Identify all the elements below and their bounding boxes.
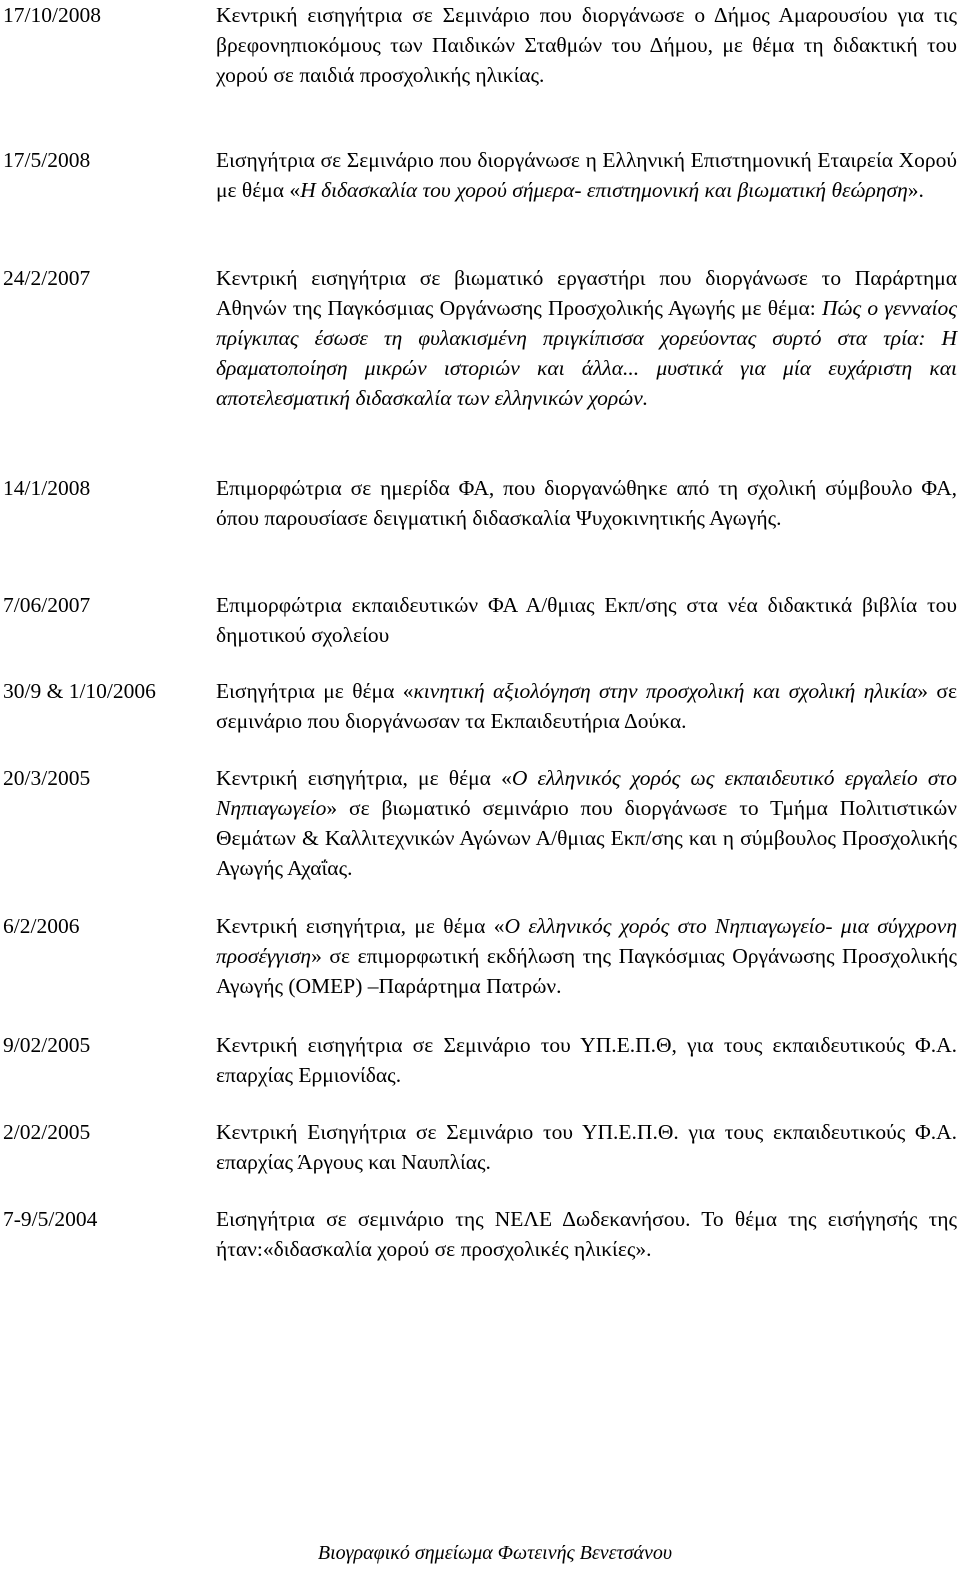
entry-text: » σε σεμινάριο που διοργάνωσαν τα Εκπαιδευτήρια Δούκα. (216, 679, 957, 733)
entry-topic: Η διδασκαλία του χορού σήμερα- επιστημονική και βιωματική θεώρηση (300, 178, 908, 202)
entry-text: » σε βιωματικό σεμινάριο που διοργάνωσε το Τμήμα Πολιτιστικών Θεμάτων & Καλλιτεχνικών Αγώνων Α/θμιας Εκπ/σης και η σύμβουλος Προσχολικής Αγωγής Αχαΐας. (216, 796, 957, 880)
entry-topic: κινητική αξιολόγηση στην προσχολική και σχολική ηλικία (413, 679, 918, 703)
entry-topic: Ο ελληνικός χορός στο Νηπιαγωγείο- μια σύγχρονη προσέγγιση (216, 914, 957, 968)
entry-text: Εισηγήτρια σε σεμινάριο της ΝΕΛΕ Δωδεκανήσου. Το θέμα της εισήγησής της ήταν:«διδασκαλία χορού σε προσχολικές ηλικίες». (216, 1207, 957, 1261)
entry-date: 17/10/2008 (3, 3, 101, 27)
entry-date: 14/1/2008 (3, 476, 91, 500)
page-footer: Βιογραφικό σημείωμα Φωτεινής Βενετσάνου (317, 1542, 673, 1564)
entry-text: Κεντρική εισηγήτρια σε Σεμινάριο του ΥΠ.Ε.Π.Θ, για τους εκπαιδευτικούς Φ.Α. επαρχίας Ερμιονίδας. (216, 1033, 957, 1087)
entry-description (216, 473, 957, 533)
entry-date: 17/5/2008 (3, 148, 91, 172)
entry-topic: Ο ελληνικός χορός ως εκπαιδευτικό εργαλείο στο Νηπιαγωγείο (216, 766, 957, 820)
entry-description (216, 1030, 957, 1090)
entry-date: 6/2/2006 (3, 914, 80, 938)
entry-date: 7/06/2007 (3, 593, 91, 617)
entry-date: 7-9/5/2004 (3, 1207, 98, 1231)
entry-topic: Πώς ο γενναίος πρίγκιπας έσωσε τη φυλακισμένη πριγκίπισσα χορεύοντας συρτό στα τρία: Η δραματοποίηση μικρών ιστοριών και άλλα... μυστικά για μία ευχάριστη και αποτελεσματική διδασκαλία των ελληνικών χορών. (216, 296, 957, 410)
entry-text: Κεντρική Εισηγήτρια σε Σεμινάριο του ΥΠ.Ε.Π.Θ. για τους εκπαιδευτικούς Φ.Α. επαρχίας Άργους και Ναυπλίας. (216, 1120, 957, 1174)
entry-date: 2/02/2005 (3, 1120, 91, 1144)
entry-description (216, 911, 957, 1001)
entry-text: ». (907, 178, 924, 202)
entry-description (216, 0, 957, 90)
entry-description (216, 145, 957, 205)
entry-description (216, 590, 957, 650)
entry-text: Εισηγήτρια σε Σεμινάριο που διοργάνωσε η Ελληνική Επιστημονική Εταιρεία Χορού με θέμα « (216, 148, 957, 202)
entry-text: Επιμορφώτρια εκπαιδευτικών ΦΑ Α/θμιας Εκπ/σης στα νέα διδακτικά βιβλία του δημοτικού σχολείου (216, 593, 957, 647)
entry-text: Κεντρική εισηγήτρια σε Σεμινάριο που διοργάνωσε ο Δήμος Αμαρουσίου για τις βρεφονηπιοκόμους των Παιδικών Σταθμών του Δήμου, με θέμα τη διδακτική του χορού σε παιδιά προσχολικής ηλικίας. (216, 3, 957, 87)
entry-text: Επιμορφώτρια σε ημερίδα ΦΑ, που διοργανώθηκε από τη σχολική σύμβουλο ΦΑ, όπου παρουσίασε δειγματική διδασκαλία Ψυχοκινητικής Αγωγής. (216, 476, 957, 530)
entry-description (216, 1204, 957, 1264)
entry-description (216, 263, 957, 413)
entry-text: Κεντρική εισηγήτρια, με θέμα « (216, 914, 505, 938)
entry-text: Κεντρική εισηγήτρια, με θέμα « (216, 766, 512, 790)
entry-text: Κεντρική εισηγήτρια σε βιωματικό εργαστήρι που διοργάνωσε το Παράρτημα Αθηνών της Παγκόσμιας Οργάνωσης Προσχολικής Αγωγής με θέμα: (216, 266, 957, 320)
entry-description (216, 676, 957, 736)
entry-date: 30/9 & 1/10/2006 (3, 679, 156, 703)
entry-text: Εισηγήτρια με θέμα « (216, 679, 414, 703)
entry-date: 20/3/2005 (3, 766, 91, 790)
entry-description (216, 763, 957, 883)
entry-text: » σε επιμορφωτική εκδήλωση της Παγκόσμιας Οργάνωσης Προσχολικής Αγωγής (ΟΜΕΡ) –Παράρτημα Πατρών. (216, 944, 957, 998)
entry-date: 9/02/2005 (3, 1033, 91, 1057)
entry-date: 24/2/2007 (3, 266, 91, 290)
entry-description (216, 1117, 957, 1177)
